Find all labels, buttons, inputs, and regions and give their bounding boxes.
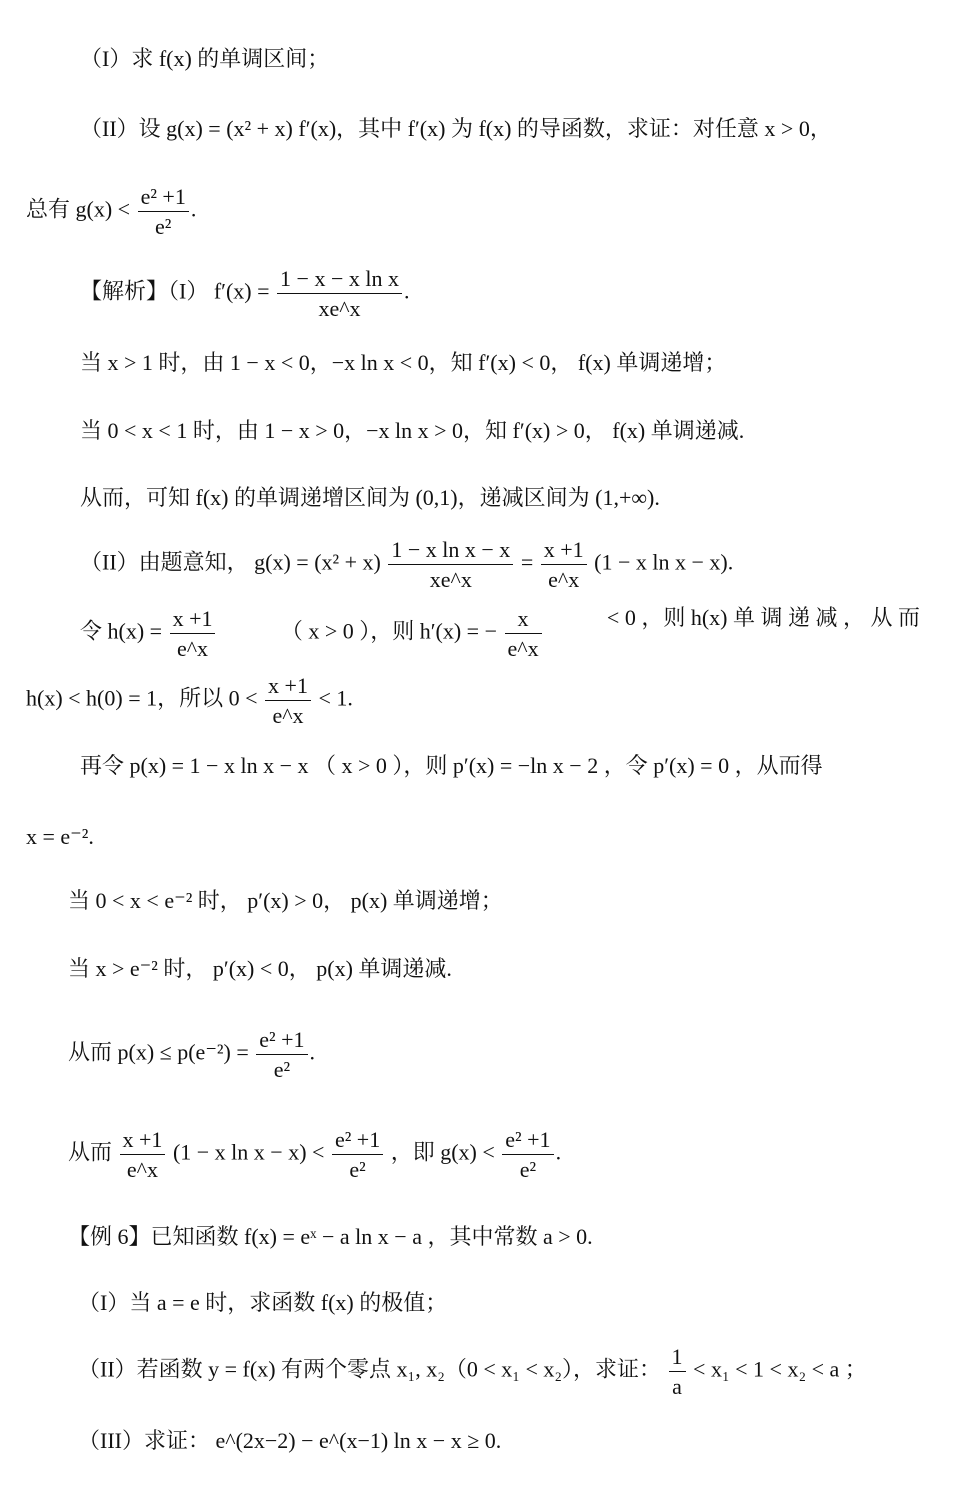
text: 从而 p(x) ≤ p(e⁻²) = (68, 1039, 249, 1065)
p-max: 从而 p(x) ≤ p(e⁻²) = $\frac{\text{e² +1}}{\text{e²}}$ . (68, 1027, 316, 1083)
fraction: $\frac{x +1}{e\^{}x}$ (120, 1128, 166, 1181)
solution-part-i: 【解析】（I） f′(x) = $\frac{\text{1 − x − x ln x}}{xe\^{}x}$ . (80, 266, 410, 322)
text: ，即 g(x) < (390, 1139, 495, 1165)
fraction: $\frac{x}{e\^{}x}$ (505, 607, 542, 660)
text: (1 − x ln x − x) < (172, 1139, 325, 1165)
monotonic-intervals: 从而，可知 f(x) 的单调递增区间为 (0,1)，递减区间为 (1,+∞). (80, 485, 660, 510)
h-bound (26, 674, 353, 727)
example-6-statement: 【例 6】已知函数 f(x) = eˣ − a ln x − a ，其中常数 a > 0. (68, 1224, 593, 1249)
text: (1 − x ln x − x). (594, 549, 734, 575)
fraction: $\frac{\text{e² +1}}{\text{e²}}$ (138, 185, 189, 238)
part-ii-question: （II）设 g(x) = (x² + x) f′(x)，其中 f′(x) 为 f(x) 的导函数，求证：对任意 x > 0， (80, 116, 832, 141)
final-inequality: 从而 $\frac{x +1}{e\^{}x}$ (1 − x ln x − x) < $\frac{\text{e² +1}}{\text{e²}}$ ，即 g(x) < $\frac{\text{e² +1}}{\text{e²}}$ . (68, 1127, 562, 1183)
fraction: $\frac{x +1}{e\^{}x}$ (265, 674, 311, 727)
fraction: $\frac{\text{1 − x − x ln x}}{xe\^{}x}$ (277, 267, 402, 320)
p-decreasing: 当 x > e⁻² 时， p′(x) < 0， p(x) 单调递减. (68, 956, 452, 981)
fraction: $\frac{1}{a}$ (669, 1345, 686, 1398)
case-x-gt-1: 当 x > 1 时，由 1 − x < 0，−x ln x < 0，知 f′(x) < 0， f(x) 单调递增； (80, 350, 727, 375)
text: （II）若函数 y = f(x) 有两个零点 x₁, x₂（0 < x₁ < x₂），求证： (78, 1356, 662, 1382)
fraction: $\frac{\text{e² +1}}{\text{e²}}$ (502, 1128, 553, 1181)
fraction: $\frac{\text{e² +1}}{\text{e²}}$ (256, 1028, 307, 1081)
text: < 1. (318, 685, 353, 711)
fraction: $\frac{x +1}{e\^{}x}$ (170, 607, 216, 660)
example-6-part-iii: （III）求证： e^(2x−2) − e^(x−1) ln x − x ≥ 0. (78, 1428, 502, 1453)
fraction: $\frac{x +1}{e\^{}x}$ (541, 538, 587, 591)
text: 【解析】（I） f′(x) = (80, 278, 270, 304)
solution-part-ii: （II）由题意知， g(x) = (x² + x) $\frac{\text{1 − x ln x − x}}{xe\^{}x}$ = $\frac{x +1}{e\^{}x}$ (1 − x ln x − x). (80, 537, 734, 593)
fraction: $\frac{\text{1 − x ln x − x}}{xe\^{}x}$ (388, 538, 513, 591)
text: < x₁ < 1 < x₂ < a ； (693, 1356, 867, 1382)
example-6-part-i: （I）当 a = e 时，求函数 f(x) 的极值； (78, 1290, 448, 1315)
fraction: $\frac{\text{e² +1}}{\text{e²}}$ (332, 1128, 383, 1181)
case-0-lt-x-lt-1: 当 0 < x < 1 时，由 1 − x > 0，−x ln x > 0，知 f′(x) > 0， f(x) 单调递减. (80, 418, 745, 443)
text: 总有 g(x) < (26, 196, 131, 222)
text: < 0 ，则 h(x) 单 调 递 减 ， 从 而 (606, 605, 920, 630)
text: 从而 (68, 1139, 113, 1165)
define-p: 再令 p(x) = 1 − x ln x − x （ x > 0 ），则 p′(x) = −ln x − 2 ，令 p′(x) = 0 ，从而得 (80, 753, 823, 778)
example-6-part-ii (78, 1345, 867, 1398)
part-ii-conclusion: 总有 g(x) < $\frac{\text{e² +1}}{\text{e²}}$ . (26, 184, 197, 240)
part-i-question: （I）求 f(x) 的单调区间； (80, 46, 330, 71)
critical-point: x = e⁻². (26, 824, 94, 849)
p-increasing: 当 0 < x < e⁻² 时， p′(x) > 0， p(x) 单调递增； (68, 888, 503, 913)
text: （II）由题意知， g(x) = (x² + x) (80, 549, 381, 575)
text: （ x > 0 ），则 h′(x) = − $\frac{x}{e\^{}x}$ (281, 607, 544, 660)
text: h(x) < h(0) = 1，所以 0 < (26, 685, 258, 711)
define-h (80, 607, 920, 660)
text: 令 h(x) = $\frac{x +1}{e\^{}x}$ (80, 607, 217, 660)
